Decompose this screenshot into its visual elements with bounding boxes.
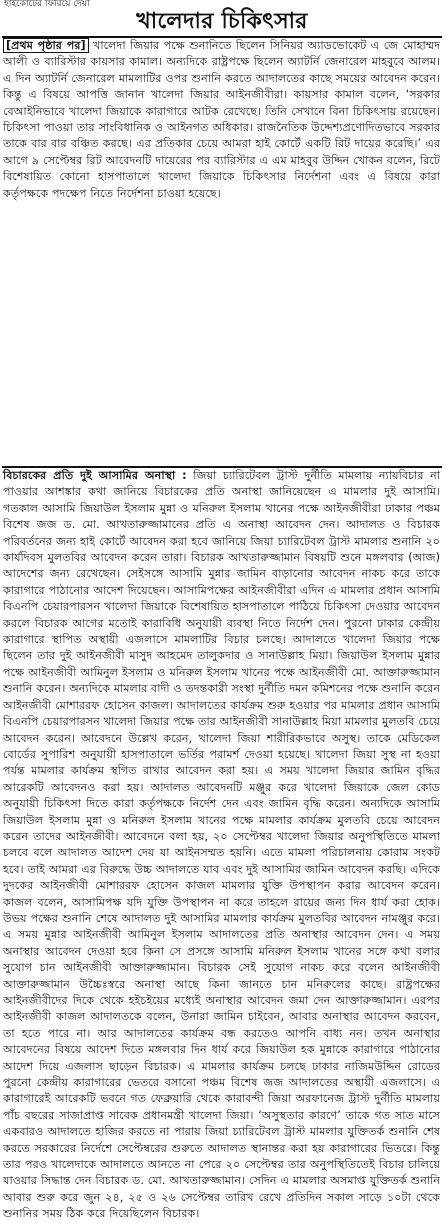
paragraph-continued	[3, 38, 440, 202]
headline: খালেদার চিকিৎসার	[136, 8, 308, 34]
subheading: বিচারকের প্রতি দুই আসামির অনাস্থা :	[3, 469, 187, 482]
article-part-continued	[3, 38, 440, 466]
paragraph-text: জিয়া চ্যারিটেবল ট্রাস্ট দুর্নীতি মামলায় ন্যায়বিচার না পাওয়ার আশঙ্কার কথা জানিয়ে বিচারকের প্রতি অনাস্থা জানিয়েছেন এ মামলার দুই আসামি। গতকাল আসামি জিয়াউল ইসলাম মুন্না ও মনিরুল ইসলাম খানের পক্ষে আইনজীবীরা ঢাকার পঞ্চম বিশেষ জজ ড. মো. আখতারুজ্জামানের প্রতি এ অনাস্থা আবেদন দেন। আদালত ও বিচারক পরিবর্তনের জন্য হাই কোর্টে আবেদন করা হবে জানিয়ে জিয়া চ্যারিটেবল ট্রাস্ট মামলার শুনানি ২০ কার্যদিবস মুলতবির আবেদন করেন তারা। বিচারক আখতারুজ্জামান বিষয়টি শুনে মঙ্গলবার (আজ) আদেশের জন্য রেখেছেন। সেইসঙ্গে আসামি মুন্নার জামিন বাড়ানোর আবেদন নাকচ করে তাকে কারাগারে পাঠানোর আদেশ দিয়েছেন। আসামিপক্ষের আইনজীবীরা এদিন এ মামলার প্রধান আসামি বিএনপি চেয়ারপারসন খালেদা জিয়াকে বিশেষায়িত হাসপাতালে পাঠিয়ে চিকিৎসা দেওয়ার আবেদন করলে বিচারক আগের মতোই কারাবিধি অনুযায়ী ব্যবস্থা নিতে নির্দেশ দেন। পুরনো ঢাকার কেন্দ্রীয় কারাগারে স্থাপিত অস্থায়ী এজলাসে মামলাটির বিচার চলছে। আদালতে খালেদা জিয়ার পক্ষে ছিলেন তার দুই আইনজীবী মাসুদ আহমেদ তালুকদার ও সানাউল্লাহ মিয়া। জিয়াউল ইসলাম মুন্নার পক্ষে আইনজীবী আমিনুল ইসলাম ও মনিরুল ইসলাম খানের পক্ষে আইনজীবী মো. আক্তারুজ্জামান শুনানি করেন। অন্যদিকে মামলার বাদী ও তদন্তকারী সংস্থা দুর্নীতি দমন কমিশনের পক্ষে শুনানি করেন আইনজীবী মোশাররফ হোসেন কাজল। আদালতের কার্যক্রম শুরু হওয়ার পর মামলার প্রধান আসামি বিএনপি চেয়ারপারসন খালেদা জিয়ার পক্ষে তার আইনজীবী সানাউল্লাহ মিয়া মামলার মুলতবি চেয়ে আবেদন করেন। আবেদনে উল্লেখ করেন, খালেদা জিয়া শারীরিকভাবে অসুস্থ। তাকে মেডিকেল বোর্ডের সুপারিশ অনুযায়ী হাসপাতালে ভর্তির পরামর্শ দেওয়া হয়েছে। খালেদা জিয়া সুস্থ না হওয়া পর্যন্ত মামলার কার্যক্রম স্থগিত রাখার আবেদন করা হয়। এ সময় খালেদা জিয়ার জামিন বৃদ্ধির আরেকটি আবেদনও করা হয়। আদালত আবেদনটি মঞ্জুর করে খালেদা জিয়াকে জেল কোড অনুযায়ী চিকিৎসা দিতে কারা কর্তৃপক্ষকে নির্দেশ দেন এবং জামিন বৃদ্ধি করেন। অন্যদিকে আসামি জিয়াউল ইসলাম মুন্না ও মনিরুল ইসলাম খানের পক্ষে মামলার কার্যক্রম মুলতবি চেয়ে আবেদন করেন তাদের আইনজীবী। আবেদনে বলা হয়, ২০ সেপ্টেম্বর খালেদা জিয়ার অনুপস্থিতিতে মামলা চলবে বলে আদালত আদেশ দেয় যা আইনসম্মত হয়নি। এতে মামলা পরিচালনায় কোরাম সংকট হবে। তাই আমরা এর বিরুদ্ধে উচ্চ আদালতে যাব এবং দুই আসামির জামিন আবেদন করছি। এদিকে দুদকের আইনজীবী মোশাররফ হোসেন কাজল মামলার যুক্তি উপস্থাপন করার আবেদন করেন। কাজল বলেন, আসামিপক্ষ যদি যুক্তি উপস্থাপন না করে তাহলে রায়ের জন্য দিন ধার্য করা হোক। উভয় পক্ষের শুনানি শেষে আদালত দুই আসামির মামলার কার্যক্রম মুলতবির আবেদন নামঞ্জুর করে। এ সময় মুন্নার আইনজীবী আমিনুল ইসলাম আদালতের প্রতি অনাস্থার আবেদন দেন। এ সময় অনাস্থার আবেদন দেওয়া হবে কিনা সে প্রসঙ্গে আসামি মনিরুল ইসলাম খানের সঙ্গে কথা বলার সুযোগ চান আইনজীবী আক্তারুজ্জামান। বিচারক সেই সুযোগ নাকচ করে বলেন আইনজীবী আক্তারুজ্জামান উচ্চৈঃস্বরে অনাস্থা আছে কিনা জানতে চান মনিরুলের কাছে। রাষ্ট্রপক্ষের আইনজীবীদের দিকে থেকে হইচইয়ের মধ্যেই অনাস্থার আবেদন জমা দেন আক্তারুজ্জামান। এরপর আইনজীবী কাজল আদালতকে বলেন, উনারা জামিন চাইবেন, আবার অনাস্থার আবেদন করবেন, তা হতে পারে না। আর আদালতের কার্যক্রম বন্ধ করতেও আপনি বাধ্য নন। তখন অনাস্থার আবেদনের বিষয়ে আদেশ দিতে মঙ্গলবার দিন ধার্য করে জিয়াউল হক মুন্নাকে কারাগারে পাঠানোর আদেশ দিয়ে এজলাস ছাড়েন বিচারক। এ মামলার কার্যক্রম চলছে ঢাকার নাজিমউদ্দিন রোডের পুরনো কেন্দ্রীয় কারাগারের ভেতরে বসানো পঞ্চম বিশেষ জজ আদালতের অস্থায়ী এজলাসে। এ কারাগারেই আরেকটি ভবনে গত ফেব্রুয়ারি থেকে কারাবন্দী জিয়া অরফানেজ ট্রাস্ট দুর্নীতি মামলায় পাঁচ বছরের সাজাপ্রাপ্ত সাবেক প্রধানমন্ত্রী খালেদা জিয়া। ‘অসুস্থতার কারণে’ তাকে গত সাত মাসে একবারও আদালতে হাজির করতে না পারায় জিয়া চ্যারিটেবল ট্রাস্ট মামলার যুক্তিতর্ক শুনানি শেষ করতে সরকারের নির্দেশে সেপ্টেম্বরের শুরুতে আদালত স্থানান্তর করা হয় কারাগারের ভিতরে। কিন্তু তার পরও খালেদাকে আদালতে আনতে না পেরে ২০ সেপ্টেম্বর তার অনুপস্থিতিতেই বিচার চালিয়ে যাওয়ার সিদ্ধান্ত দেন বিচারক ড. মো. আখতারুজ্জামান। সেদিন এ মামলার অসমাপ্ত যুক্তিতর্ক শুনানি আবার শুরু করে জুন ২৪, ২৫ ও ২৬ সেপ্টেম্বর তারিখ রেখে প্রতিদিন সকাল সাড়ে ১০টা থেকে শুনানির সময় ঠিক করে দিয়েছিলেন বিচারক।	[3, 469, 440, 1221]
paragraph-no-confidence	[3, 468, 440, 1223]
top-cut-off-text: হাইকোর্টের ফিরিয়ে দেয়া	[4, 0, 90, 9]
paragraph-text: খালেদা জিয়ার পক্ষে শুনানিতে ছিলেন সিনিয়র অ্যাডভোকেট এ জে মোহাম্মদ আলী ও ব্যারিস্টার কায়সার কামাল। অন্যদিকে রাষ্ট্রপক্ষে ছিলেন অ্যাটর্নি জেনারেল মাহবুবে আলম। এ দিন অ্যাটর্নি জেনারেল মামলাটির ওপর শুনানি করতে আদালতের কাছে সময়ের আবেদন করেন। কিন্তু এ বিষয়ে আপত্তি জানান খালেদা জিয়ার আইনজীবীরা। কায়সার কামাল বলেন, ‘সরকার বেআইনিভাবে খালেদা জিয়াকে কারাগারে আটক রেখেছে। তিনি সেখানে বিনা চিকিৎসায় রয়েছেন। চিকিৎসা পাওয়া তার সাংবিধানিক ও আইনগত অধিকার। রাজনৈতিক উদ্দেশ্যপ্রণোদিতভাবে সরকার তাকে বার বার বঞ্চিত করছে। এর প্রতিকার চেয়ে আমরা হাই কোর্টে একটি রিট দায়ের করেছি।’ এর আগে ৯ সেপ্টেম্বর রিট আবেদনটি দায়েরের পর ব্যারিস্টার এ এম মাহবুব উদ্দিন খোকন বলেন, রিটে বিশেষায়িত কোনো হাসপাতালে খালেদা জিয়াকে চিকিৎসার নির্দেশনা এবং এ বিষয়ে কারা কর্তৃপক্ষকে পদক্ষেপ নিতে নির্দেশনা চাওয়া হয়েছে।	[3, 39, 440, 200]
continuation-marker: [প্রথম পৃষ্ঠার পর]	[3, 38, 89, 53]
article-part-no-confidence	[3, 468, 440, 1221]
